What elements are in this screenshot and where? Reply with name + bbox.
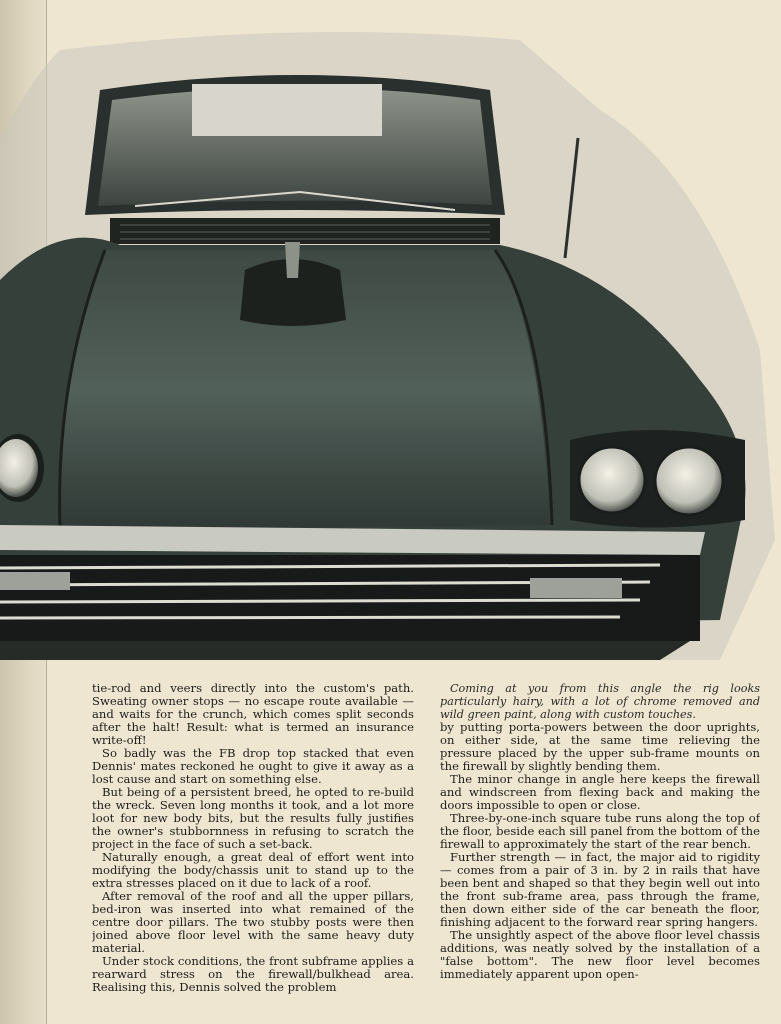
paragraph: Further strength — in fact, the major aid to rigidity — comes from a pair of 3 in. by 2 in rails that have been bent and shaped so that they begin well out into the front sub-frame area, pass through the frame, then down either side of the car beneath the floor, finishing adjacent to the forward rear spring hangers. bbox=[440, 850, 760, 929]
paragraph: Naturally enough, a great deal of effort went into modifying the body/chassis unit to stand up to the extra stresses placed on it due to lack of a roof. bbox=[92, 850, 414, 890]
article-column-right bbox=[440, 682, 760, 1024]
paragraph: tie-rod and veers directly into the custom's path. Sweating owner stops — no escape route available — and waits for the crunch, which comes split seconds after the halt! Result: what is termed an insurance write-off! bbox=[92, 682, 414, 747]
paragraph: After removal of the roof and all the upper pillars, bed-iron was inserted into what remained of the centre door pillars. The two stubby posts were then joined above floor level with the same heavy duty material. bbox=[92, 889, 414, 955]
car-illustration bbox=[0, 20, 781, 680]
left-parking-lamp bbox=[0, 572, 70, 590]
paragraph: by putting porta-powers between the door uprights, on either side, at the same time relieving the pressure placed by the upper sub-frame mounts on the firewall by slightly bending them. bbox=[440, 720, 760, 773]
car-photo bbox=[0, 20, 781, 680]
valance bbox=[0, 641, 690, 660]
hood-ornament bbox=[285, 242, 300, 278]
rear-view-panel bbox=[192, 84, 382, 136]
paragraph: So badly was the FB drop top stacked that even Dennis' mates reckoned he ought to give it away as a lost cause and start on something else. bbox=[92, 746, 414, 786]
paragraph: The minor change in angle here keeps the firewall and windscreen from flexing back and making the doors impossible to open or close. bbox=[440, 772, 760, 812]
paragraph: Three-by-one-inch square tube runs along the top of the floor, beside each sill panel from the bottom of the firewall to approximately the start of the rear bench. bbox=[440, 811, 760, 851]
paragraph: But being of a persistent breed, he opted to re-build the wreck. Seven long months it took, and a lot more loot for new body bits, but the results fully justifies the owner's stubbornness in refusing to scratch the project in the face of such a set-back. bbox=[92, 785, 414, 851]
right-headlamp-inner bbox=[579, 447, 645, 513]
parking-lamp bbox=[530, 578, 622, 598]
cowl-vent bbox=[110, 218, 500, 244]
right-headlamp-outer bbox=[655, 447, 723, 515]
paragraph: The unsightly aspect of the above floor level chassis additions, was neatly solved by the installation of a "false bottom". The new floor level becomes immediately apparent upon open- bbox=[440, 928, 760, 981]
paragraph: Under stock conditions, the front subframe applies a rearward stress on the firewall/bulkhead area. Realising this, Dennis solved the problem bbox=[92, 954, 414, 994]
article-column-left bbox=[92, 682, 414, 1024]
photo-caption: Coming at you from this angle the rig looks particularly hairy, with a lot of chrome removed and wild green paint, along with custom touches. bbox=[440, 682, 760, 721]
